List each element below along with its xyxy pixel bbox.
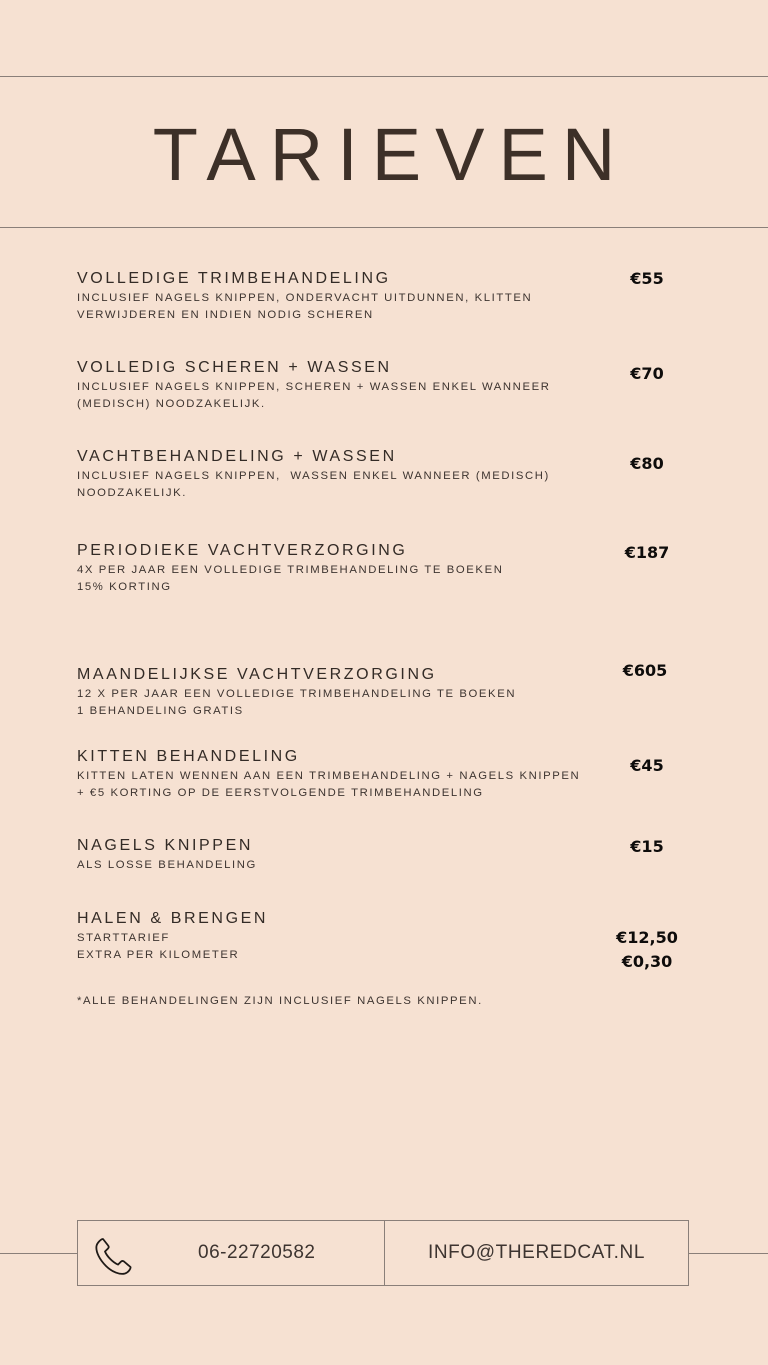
price-halen-brengen-per-km: €0,30 xyxy=(621,952,673,971)
item-description xyxy=(77,468,617,502)
title-divider xyxy=(0,227,768,228)
item-desc-line: 1 BEHANDELING GRATIS xyxy=(77,705,244,717)
footnote: *ALLE BEHANDELINGEN ZIJN INCLUSIEF NAGELS KNIPPEN. xyxy=(77,995,483,1007)
item-desc-line: STARTTARIEF xyxy=(77,932,170,944)
price-volledig-scheren-wassen: €70 xyxy=(630,364,664,383)
item-description xyxy=(77,857,617,874)
price-periodieke-vachtverzorging: €187 xyxy=(624,543,670,562)
item-desc-line: ALS LOSSE BEHANDELING xyxy=(77,859,257,871)
price-maandelijkse-vachtverzorging: €605 xyxy=(622,661,668,680)
item-desc-line: INCLUSIEF NAGELS KNIPPEN, WASSEN ENKEL WANNEER (MEDISCH) xyxy=(77,470,550,482)
price-kitten-behandeling: €45 xyxy=(630,756,664,775)
item-name: HALEN & BRENGEN xyxy=(77,910,269,927)
page-title: TARIEVEN xyxy=(152,113,630,196)
top-divider xyxy=(0,76,768,77)
item-desc-line: (MEDISCH) NOODZAKELIJK. xyxy=(77,398,266,410)
item-desc-line: NOODZAKELIJK. xyxy=(77,487,187,499)
contact-phone[interactable] xyxy=(78,1221,385,1285)
item-desc-line: INCLUSIEF NAGELS KNIPPEN, SCHEREN + WASSEN ENKEL WANNEER xyxy=(77,381,551,393)
item-name: MAANDELIJKSE VACHTVERZORGING xyxy=(77,666,437,683)
item-desc-line: 15% KORTING xyxy=(77,581,172,593)
item-description xyxy=(77,768,617,802)
price-vachtbehandeling-wassen: €80 xyxy=(630,454,664,473)
price-volledige-trimbehandeling: €55 xyxy=(630,269,664,288)
email-address[interactable]: INFO@THEREDCAT.NL xyxy=(427,1242,646,1263)
item-description xyxy=(77,379,617,413)
item-name: VACHTBEHANDELING + WASSEN xyxy=(77,448,397,465)
price-nagels-knippen: €15 xyxy=(630,837,664,856)
item-name: KITTEN BEHANDELING xyxy=(77,748,300,765)
contact-bar xyxy=(77,1220,689,1286)
item-desc-line: 12 X PER JAAR EEN VOLLEDIGE TRIMBEHANDELING TE BOEKEN xyxy=(77,688,517,700)
item-description xyxy=(77,562,617,596)
item-name: NAGELS KNIPPEN xyxy=(77,837,254,854)
item-desc-line: INCLUSIEF NAGELS KNIPPEN, ONDERVACHT UITDUNNEN, KLITTEN xyxy=(77,292,533,304)
item-desc-line: KITTEN LATEN WENNEN AAN EEN TRIMBEHANDELING + NAGELS KNIPPEN xyxy=(77,770,581,782)
contact-email[interactable] xyxy=(385,1221,688,1285)
contact-divider-left xyxy=(0,1253,77,1254)
phone-number[interactable]: 06-22720582 xyxy=(198,1242,316,1263)
price-halen-brengen-start: €12,50 xyxy=(616,928,678,947)
item-name: VOLLEDIG SCHEREN + WASSEN xyxy=(77,359,392,376)
item-description xyxy=(77,686,617,720)
item-desc-line: EXTRA PER KILOMETER xyxy=(77,949,240,961)
item-description xyxy=(77,930,617,964)
item-description xyxy=(77,290,617,324)
item-name: PERIODIEKE VACHTVERZORGING xyxy=(77,542,408,559)
phone-icon xyxy=(92,1235,134,1277)
item-desc-line: VERWIJDEREN EN INDIEN NODIG SCHEREN xyxy=(77,309,374,321)
contact-divider-right xyxy=(689,1253,768,1254)
item-name: VOLLEDIGE TRIMBEHANDELING xyxy=(77,270,391,287)
item-desc-line: 4X PER JAAR EEN VOLLEDIGE TRIMBEHANDELING TE BOEKEN xyxy=(77,564,504,576)
item-desc-line: + €5 KORTING OP DE EERSTVOLGENDE TRIMBEHANDELING xyxy=(77,787,484,799)
